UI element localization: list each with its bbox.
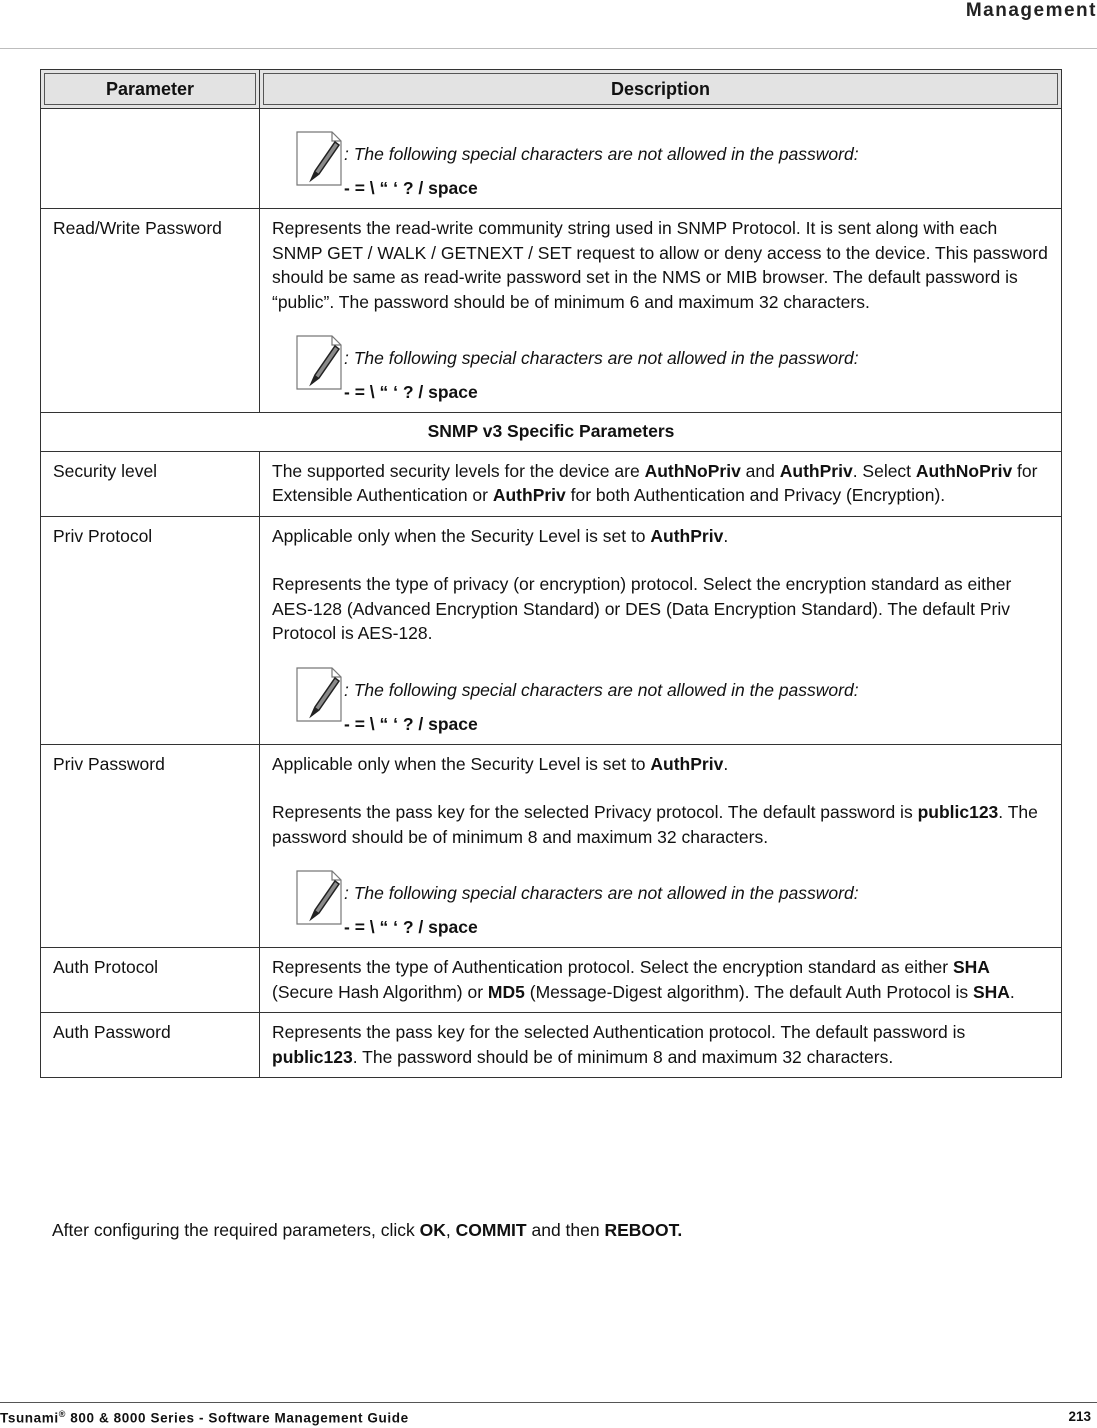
text-span: and	[740, 460, 780, 481]
description-cell	[260, 209, 1062, 413]
password-note	[296, 666, 1049, 736]
table-row	[41, 744, 1062, 948]
description-cell	[260, 109, 1062, 209]
forbidden-characters: - = \ “ ‘ ? / space	[344, 713, 478, 734]
section-row	[41, 413, 1062, 452]
note-text: : The following special characters are not allowed in the password:	[344, 348, 859, 368]
text-span: After configuring the required parameters, click	[52, 1220, 420, 1240]
column-header-parameter: Parameter	[41, 70, 260, 109]
page-number: 213	[1068, 1409, 1091, 1424]
table-header-row	[41, 70, 1062, 109]
description-text	[272, 800, 1049, 849]
text-span: . Select	[852, 460, 916, 481]
description-text	[272, 459, 1049, 508]
bold-term: SHA	[952, 957, 990, 977]
bold-term: AuthPriv	[650, 525, 724, 546]
table-row	[41, 451, 1062, 516]
parameter-cell: Priv Protocol	[41, 516, 260, 744]
text-span: ,	[445, 1220, 456, 1240]
parameter-cell	[41, 109, 260, 209]
forbidden-characters: - = \ “ ‘ ? / space	[344, 178, 478, 198]
description-text	[272, 1020, 1049, 1069]
text-span: for both Authentication and Privacy (Encryption).	[565, 485, 946, 505]
bold-term: MD5	[487, 981, 525, 1002]
note-text: : The following special characters are not allowed in the password:	[344, 679, 859, 700]
footer-divider	[0, 1402, 1097, 1403]
column-header-description: Description	[260, 70, 1062, 109]
reboot-term: REBOOT.	[604, 1220, 683, 1240]
password-note	[296, 130, 1049, 200]
parameter-cell: Priv Password	[41, 744, 260, 948]
commit-term: COMMIT	[455, 1220, 527, 1240]
text-span: (Secure Hash Algorithm) or	[272, 981, 488, 1002]
note-pencil-icon	[296, 869, 342, 925]
bold-term: public123	[917, 802, 999, 822]
bold-term: AuthNoPriv	[915, 460, 1013, 481]
parameter-cell: Auth Password	[41, 1013, 260, 1078]
password-note	[296, 869, 1049, 939]
text-span: .	[723, 525, 729, 546]
bold-term: public123	[272, 1046, 353, 1067]
parameter-cell: Read/Write Password	[41, 209, 260, 413]
table-row	[41, 516, 1062, 744]
footer-guide-title	[0, 1409, 409, 1426]
description-cell	[260, 451, 1062, 516]
text-span: Applicable only when the Security Level is set to	[272, 753, 651, 774]
bold-term: AuthPriv	[650, 753, 724, 774]
description-cell	[260, 1013, 1062, 1078]
applicability-text	[272, 524, 1049, 549]
page-header-title: Management	[965, 0, 1097, 21]
description-cell	[260, 744, 1062, 948]
note-pencil-icon	[296, 334, 342, 390]
password-note	[296, 334, 1049, 404]
bold-term: AuthPriv	[492, 485, 566, 505]
text-span: for Extensible Authentication or	[272, 460, 1038, 505]
text-span: .	[1009, 981, 1015, 1002]
note-pencil-icon	[296, 130, 342, 186]
text-span: The supported security levels for the device are	[272, 460, 645, 481]
guide-name: 800 & 8000 Series - Software Management Guide	[65, 1410, 409, 1426]
after-config-instruction	[52, 1218, 682, 1242]
text-span: and then	[526, 1220, 605, 1240]
table-row	[41, 209, 1062, 413]
text-span: . The password should be of minimum 8 and maximum 32 characters.	[272, 802, 1038, 847]
section-heading: SNMP v3 Specific Parameters	[41, 413, 1062, 452]
note-text: : The following special characters are not allowed in the password:	[344, 883, 859, 903]
description-text	[272, 955, 1049, 1004]
text-span: Represents the pass key for the selected Privacy protocol. The default password is	[272, 802, 918, 822]
description-cell	[260, 516, 1062, 744]
description-cell	[260, 948, 1062, 1013]
table-row	[41, 1013, 1062, 1078]
bold-term: AuthPriv	[779, 460, 853, 481]
note-pencil-icon	[296, 666, 342, 722]
description-text: Represents the type of privacy (or encryption) protocol. Select the encryption standard as either AES-128 (Advanced Encryption Standard) or DES (Data Encryption Standard). The default Priv Protocol is AES-128.	[272, 574, 1012, 643]
note-text: : The following special characters are not allowed in the password:	[344, 144, 859, 164]
parameters-table	[40, 69, 1062, 1078]
text-span: Applicable only when the Security Level is set to	[272, 525, 651, 546]
header-divider	[0, 48, 1097, 49]
text-span: . The password should be of minimum 8 and maximum 32 characters.	[352, 1046, 894, 1067]
table-row	[41, 948, 1062, 1013]
table-row	[41, 109, 1062, 209]
forbidden-characters: - = \ “ ‘ ? / space	[344, 382, 478, 402]
registered-mark: ®	[58, 1409, 66, 1419]
text-span: Represents the pass key for the selected Authentication protocol. The default password is	[272, 1022, 966, 1042]
bold-term: AuthNoPriv	[644, 460, 741, 481]
text-span: .	[723, 753, 729, 774]
text-span: Represents the type of Authentication protocol. Select the encryption standard as either	[272, 957, 953, 977]
forbidden-characters: - = \ “ ‘ ? / space	[344, 917, 478, 937]
parameter-cell: Security level	[41, 451, 260, 516]
bold-term: SHA	[972, 981, 1010, 1002]
text-span: (Message-Digest algorithm). The default Auth Protocol is	[524, 981, 973, 1002]
parameter-cell: Auth Protocol	[41, 948, 260, 1013]
ok-term: OK	[419, 1220, 446, 1240]
description-text: Represents the read-write community string used in SNMP Protocol. It is sent along with each SNMP GET / WALK / GETNEXT / SET request to allow or deny access to the device. This password should be same as read-write password set in the NMS or MIB browser. The default password is “public”. The password should be of minimum 6 and maximum 32 characters.	[272, 218, 1048, 312]
product-name: Tsunami	[0, 1410, 59, 1426]
applicability-text	[272, 752, 1049, 777]
